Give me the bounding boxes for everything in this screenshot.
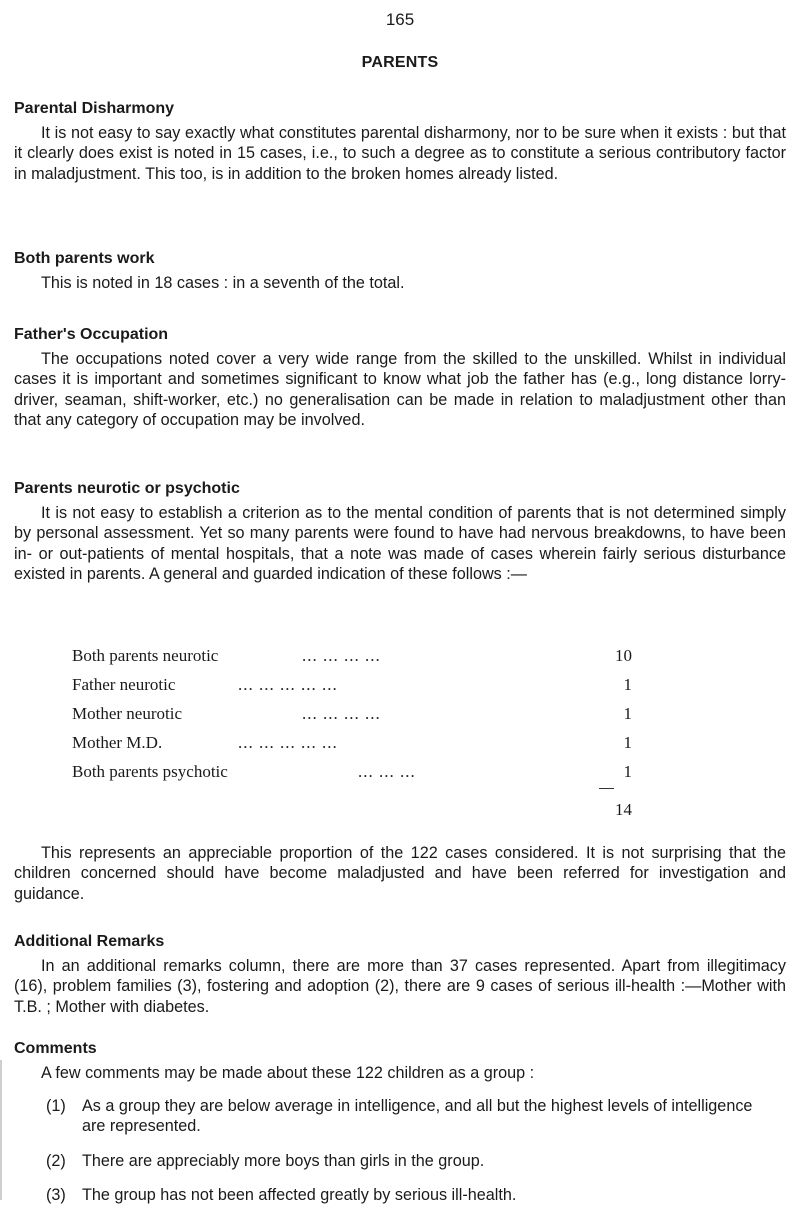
section-parents-neurotic — [14, 479, 786, 585]
table-row — [72, 704, 632, 733]
row-label: Both parents neurotic — [72, 646, 219, 665]
row-leader-dots: ... ... ... ... — [302, 704, 381, 723]
table-row — [72, 733, 632, 762]
list-item — [46, 1151, 776, 1171]
section-heading: Both parents work — [14, 250, 155, 267]
total-rule — [599, 788, 614, 789]
list-item — [46, 1096, 776, 1137]
row-leader-dots: ... ... ... ... ... — [238, 733, 338, 752]
list-item — [46, 1185, 776, 1205]
section-paragraph: In an additional remarks column, there are more than 37 cases represented. Apart from illegitimacy (16), problem families (3), fostering and adoption (2), there are 9 cases of serious ill-health :—Mother with T.B. ; Mother with diabetes. — [14, 957, 786, 1016]
section-heading: Comments — [14, 1040, 97, 1057]
list-item-text: As a group they are below average in intelligence, and all but the highest levels of intelligence are represented. — [82, 1097, 753, 1136]
row-leader-dots: ... ... ... — [358, 762, 416, 781]
row-label: Father neurotic — [72, 675, 176, 694]
row-value: 10 — [615, 646, 632, 665]
section-comments — [14, 1039, 786, 1083]
comments-list — [46, 1096, 776, 1220]
page-number: 165 — [385, 10, 415, 29]
list-item-text: The group has not been affected greatly by serious ill-health. — [82, 1186, 517, 1205]
section-fathers-occupation — [14, 325, 786, 431]
section-paragraph: It is not easy to establish a criterion as to the mental condition of parents that is not determined simply by personal assessment. Yet so many parents were found to have had nervous breakdowns, to have been in- or out-patients of mental hospitals, that a note was made of cases wherein fairly serious disturbance existed in parents. A general and guarded indication of these follows :— — [14, 504, 786, 584]
section-heading: Father's Occupation — [14, 326, 169, 343]
section-paragraph: This is noted in 18 cases : in a seventh of the total. — [41, 274, 405, 292]
row-value: 1 — [623, 704, 632, 723]
row-value: 1 — [623, 762, 632, 781]
scan-edge-mark — [0, 1060, 2, 1200]
row-leader-dots: ... ... ... ... ... — [238, 675, 338, 694]
table-row — [72, 675, 632, 704]
section-heading: Additional Remarks — [14, 933, 165, 950]
section-paragraph: This represents an appreciable proportion of the 122 cases considered. It is not surprising that the children concerned should have become maladjusted and have been referred for investigation and guidance. — [14, 844, 786, 903]
section-paragraph: It is not easy to say exactly what constitutes parental disharmony, nor to be sure when it exists : but that it clearly does exist is noted in 15 cases, i.e., to such a degree as to constitute a serious contributory factor in maladjustment. This too, is in addition to the broken homes already listed. — [14, 124, 786, 183]
row-value: 1 — [623, 733, 632, 752]
section-paragraph: A few comments may be made about these 122 children as a group : — [41, 1064, 535, 1082]
section-paragraph: The occupations noted cover a very wide range from the skilled to the unskilled. Whilst in individual cases it is important and sometimes significant to know what job the father has (e.g., long distance lorry-driver, seaman, shift-worker, etc.) no generalisation can be made in relation to maladjustment other than that any category of occupation may be involved. — [14, 350, 786, 430]
row-label: Mother neurotic — [72, 704, 182, 723]
section-parental-disharmony — [14, 99, 786, 184]
list-item-number: (3) — [46, 1186, 66, 1205]
table-row — [72, 646, 632, 675]
row-label: Both parents psychotic — [72, 762, 228, 781]
row-leader-dots: ... ... ... ... — [302, 646, 381, 665]
section-heading: Parents neurotic or psychotic — [14, 480, 240, 497]
table-total: 14 — [615, 800, 632, 819]
section-additional-remarks — [14, 932, 786, 1017]
page-title: PARENTS — [361, 54, 439, 71]
section-both-parents-work — [14, 249, 786, 293]
section-neurotic-conclusion — [14, 843, 786, 904]
section-heading: Parental Disharmony — [14, 100, 175, 117]
table-row — [72, 762, 632, 791]
list-item-number: (2) — [46, 1151, 66, 1170]
list-item-number: (1) — [46, 1097, 66, 1115]
row-value: 1 — [623, 675, 632, 694]
list-item-text: There are appreciably more boys than girls in the group. — [82, 1151, 485, 1170]
row-label: Mother M.D. — [72, 733, 163, 752]
parents-condition-table — [72, 646, 632, 791]
